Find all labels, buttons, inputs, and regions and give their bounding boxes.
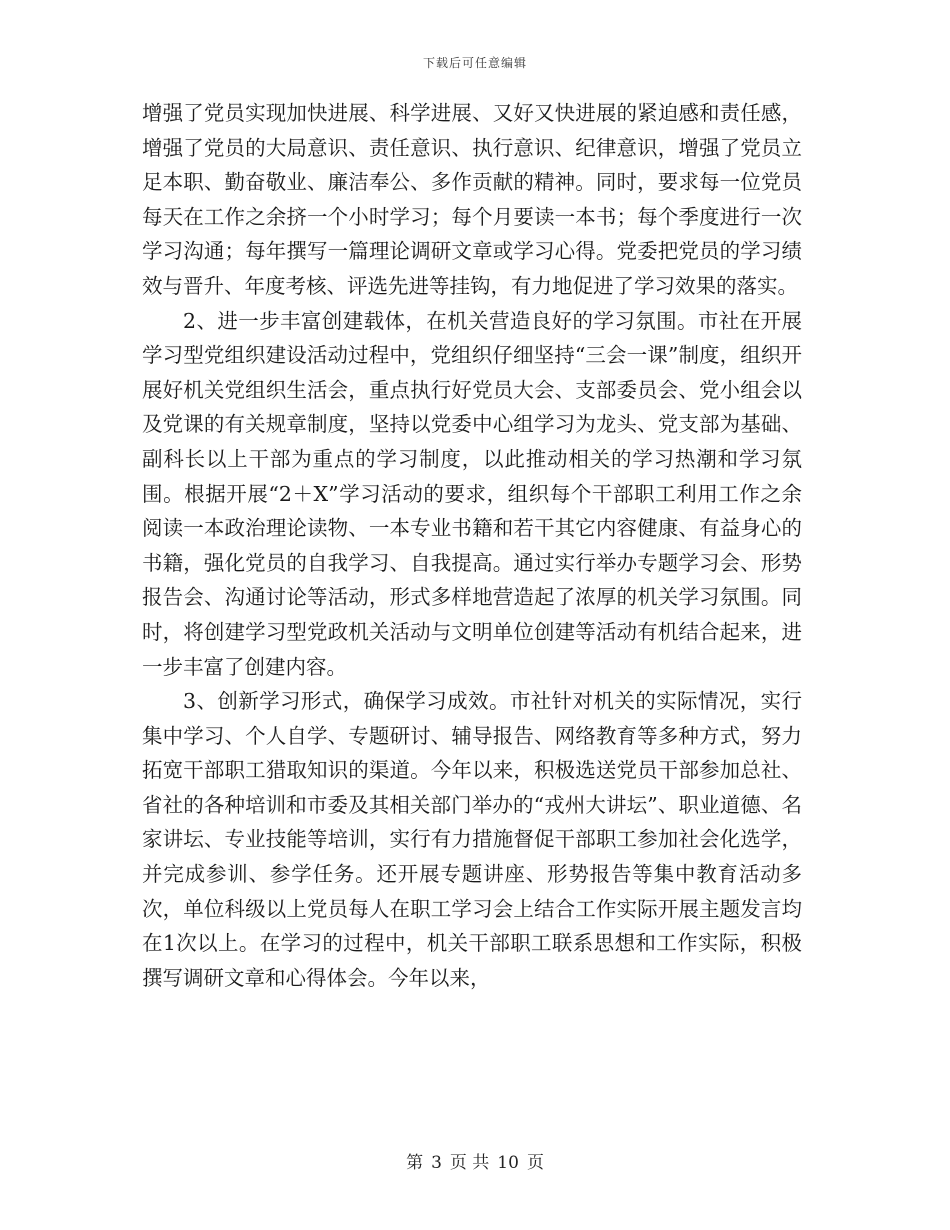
footer-suffix: 页 (526, 1153, 544, 1173)
footer-total-pages: 10 (497, 1153, 519, 1173)
paragraph-2: 2、进一步丰富创建载体，在机关营造良好的学习氛围。市社在开展学习型党组织建设活动过程中，党组织仔细坚持“三会一课”制度，组织开展好机关党组织生活会，重点执行好党员大会、支部委员会、党小组会以及党课的有关规章制度，坚持以党委中心组学习为龙头、党支部为基础、副科长以上干部为重点的学习制度，以此推动相关的学习热潮和学习氛围。根据开展“2＋X”学习活动的要求，组织每个干部职工利用工作之余阅读一本政治理论读物、一本专业书籍和若干其它内容健康、有益身心的书籍，强化党员的自我学习、自我提高。通过实行举办专题学习会、形势报告会、沟通讨论等活动，形式多样地营造起了浓厚的机关学习氛围。同时，将创建学习型党政机关活动与文明单位创建等活动有机结合起来，进一步丰富了创建内容。 (142, 308, 802, 679)
paragraph-3: 3、创新学习形式，确保学习成效。市社针对机关的实际情况，实行集中学习、个人自学、专题研讨、辅导报告、网络教育等多种方式，努力拓宽干部职工猎取知识的渠道。今年以来，积极选送党员干部参加总社、省社的各种培训和市委及其相关部门举办的“戎州大讲坛”、职业道德、名家讲坛、专业技能等培训，实行有力措施督促干部职工参加社会化选学，并完成参训、参学任务。还开展专题讲座、形势报告等集中教育活动多次，单位科级以上党员每人在职工学习会上结合工作实际开展主题发言均在1次以上。在学习的过程中，机关干部职工联系思想和工作实际，积极撰写调研文章和心得体会。今年以来， (142, 689, 802, 990)
footer-prefix: 第 (406, 1153, 424, 1173)
page-footer (0, 1148, 950, 1173)
footer-current-page: 3 (431, 1153, 442, 1173)
page-header: 下载后可任意编辑 (422, 56, 527, 70)
footer-middle: 页 共 (449, 1153, 490, 1173)
document-body (142, 96, 802, 995)
paragraph-1: 增强了党员实现加快进展、科学进展、又好又快进展的紧迫感和责任感，增强了党员的大局意识、责任意识、执行意识、纪律意识，增强了党员立足本职、勤奋敬业、廉洁奉公、多作贡献的精神。同时，要求每一位党员每天在工作之余挤一个小时学习；每个月要读一本书；每个季度进行一次学习沟通；每年撰写一篇理论调研文章或学习心得。党委把党员的学习绩效与晋升、年度考核、评选先进等挂钩，有力地促进了学习效果的落实。 (142, 101, 802, 298)
